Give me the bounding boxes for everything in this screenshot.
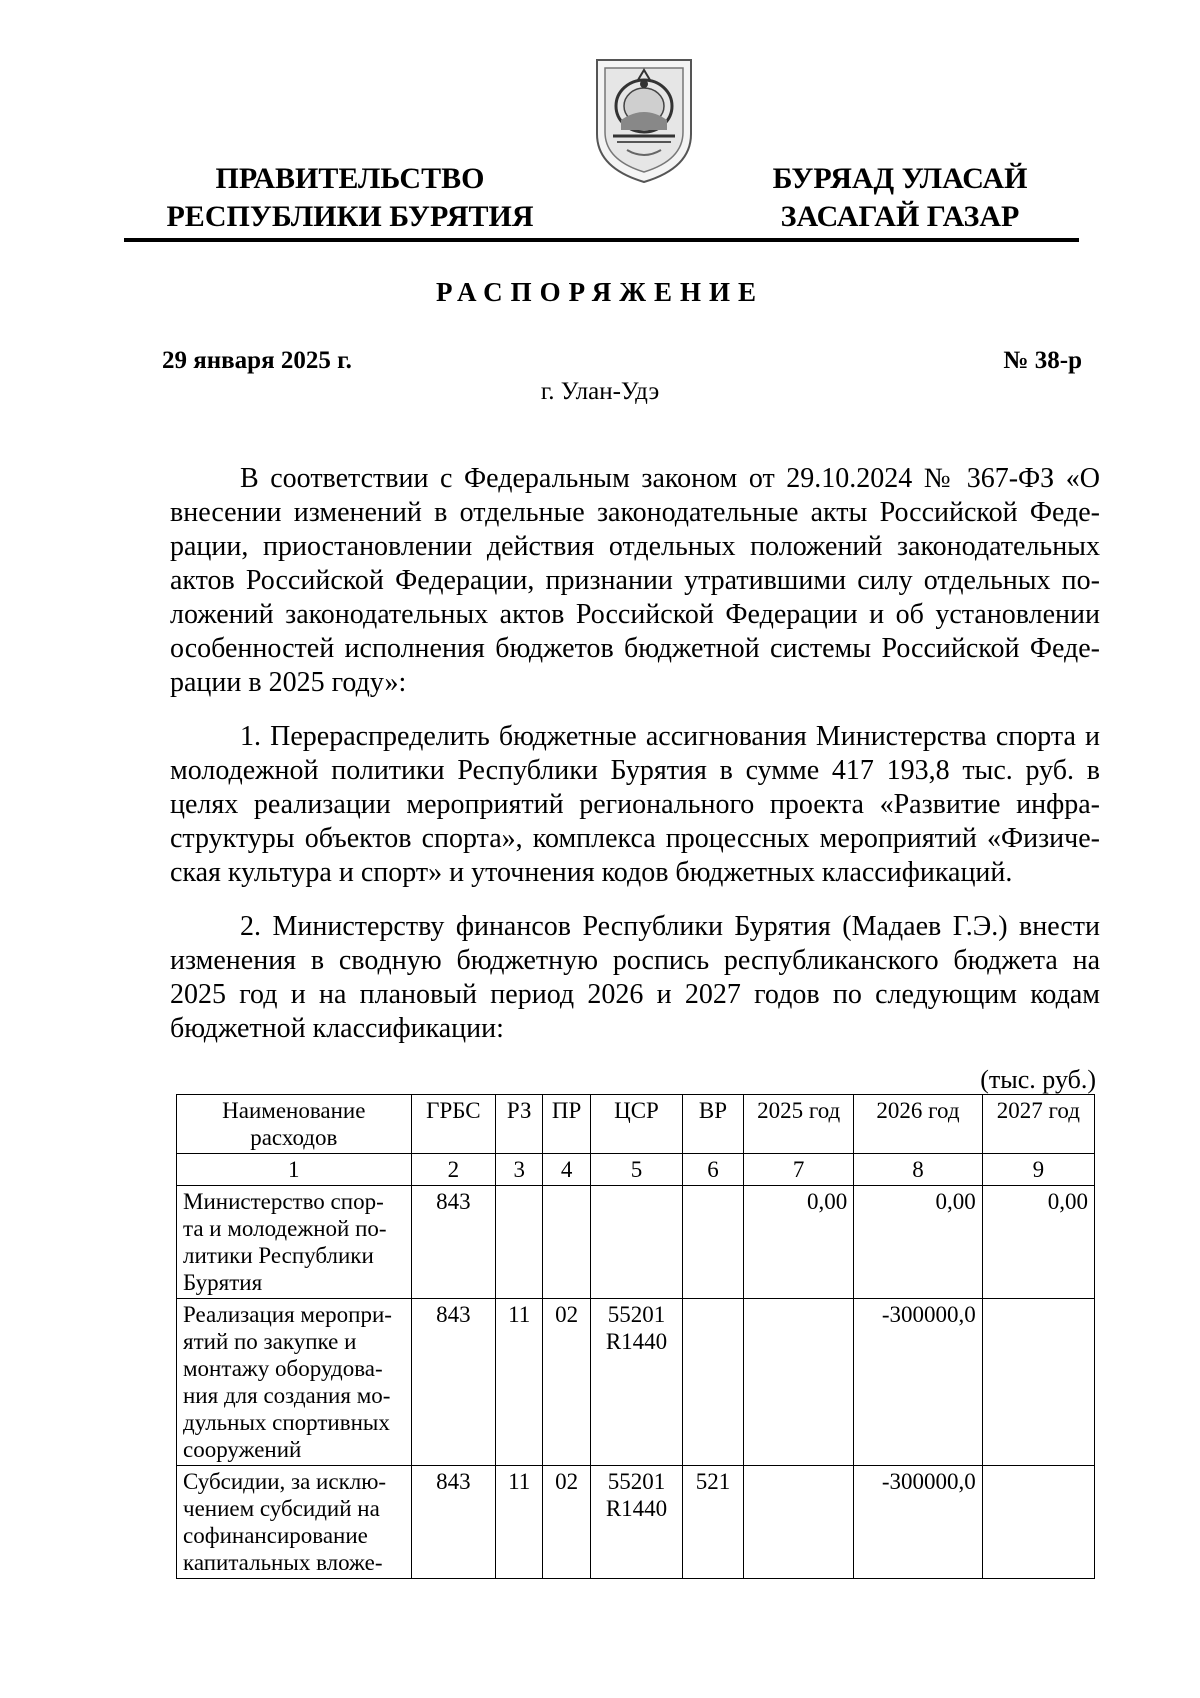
item-1-line: молодежной политики Республики Бурятия в сумме 417 193,8 тыс. руб. в [170,755,1100,786]
amount-2026-cell: -300000,0 [854,1299,983,1466]
csr-line: 55201 [607,1469,666,1494]
table-row [177,1186,1095,1299]
preamble-line: внесении изменений в отдельные законодательные акты Российской Феде- [170,497,1100,528]
preamble-line: В соответствии с Федеральным законом от 29.10.2024 № 367-ФЗ «О [240,463,1100,494]
amount-2026-cell: -300000,0 [854,1466,983,1579]
expense-name-line: сооружений [183,1437,302,1462]
expense-name-cell [177,1466,412,1579]
order-title: РАСПОРЯЖЕНИЕ [435,277,765,307]
grbs-cell: 843 [411,1466,496,1579]
unit-label: (тыс. руб.) [980,1065,1096,1094]
expense-name-line: литики Республики [183,1243,374,1268]
expense-name-line: та и молодежной по- [183,1216,387,1241]
coat-of-arms-icon [591,50,697,184]
amount-2025-cell: 0,00 [744,1186,854,1299]
header-right-line2: ЗАСАГАЙ ГАЗАР [780,200,1020,233]
column-number: 1 [177,1154,412,1186]
table-row [177,1466,1095,1579]
preamble-line: рации, приостановлении действия отдельных положений законодательных [170,531,1100,562]
vr-cell [682,1299,743,1466]
order-number: № 38-р [1003,347,1082,374]
preamble-line: рации в 2025 году»: [170,667,407,698]
order-city: г. Улан-Удэ [540,378,660,405]
expense-name-line: капитальных вложе- [183,1550,383,1575]
csr-cell [591,1186,683,1299]
item-1-line: целях реализации мероприятий регионального проекта «Развитие инфра- [170,789,1100,820]
order-date: 29 января 2025 г. [162,347,352,374]
rz-cell: 11 [496,1466,543,1579]
item-1-line: структуры объектов спорта», комплекса процессных мероприятий «Физиче- [170,823,1100,854]
item-1-line: ская культура и спорт» и уточнения кодов бюджетных классификаций. [170,857,1013,888]
header-left-line1: ПРАВИТЕЛЬСТВО [215,162,485,195]
rz-cell: 11 [496,1299,543,1466]
expense-name-line: Субсидии, за исклю- [183,1469,387,1494]
expense-name-line: чением субсидий на [183,1496,380,1521]
preamble-paragraph [170,462,1100,700]
expense-name-line: монтажу оборудова- [183,1356,383,1381]
amount-2026-cell: 0,00 [854,1186,983,1299]
header-right-line1: БУРЯАД УЛАСАЙ [772,162,1028,195]
government-name-ru [150,160,550,236]
column-header-grbs: ГРБС [411,1095,496,1154]
column-number: 5 [591,1154,683,1186]
column-number: 2 [411,1154,496,1186]
expense-name-line: Бурятия [183,1270,263,1295]
column-header-name-line: Наименование [222,1098,366,1123]
expense-name-cell [177,1186,412,1299]
expense-name-line: ния для создания мо- [183,1383,391,1408]
grbs-cell: 843 [411,1186,496,1299]
pr-cell: 02 [543,1466,591,1579]
column-header-2027: 2027 год [982,1095,1094,1154]
column-number: 8 [854,1154,983,1186]
preamble-line: актов Российской Федерации, признании утратившими силу отдельных по- [170,565,1100,596]
item-2-paragraph [170,910,1100,1046]
expense-name-line: Министерство спор- [183,1189,384,1214]
government-name-bua [730,160,1070,236]
column-number: 9 [982,1154,1094,1186]
item-1-paragraph [170,720,1100,890]
amount-2027-cell [982,1299,1094,1466]
csr-line: 55201 [607,1302,666,1327]
column-header-2025: 2025 год [744,1095,854,1154]
column-header-2026: 2026 год [854,1095,983,1154]
budget-table [176,1094,1095,1579]
column-header-rz: РЗ [496,1095,543,1154]
amount-2025-cell [744,1299,854,1466]
column-header-pr: ПР [543,1095,591,1154]
header-divider [124,238,1079,242]
expense-name-line: ятий по закупке и [183,1329,357,1354]
grbs-cell: 843 [411,1299,496,1466]
csr-line: R1440 [605,1496,668,1521]
column-number-row [177,1154,1095,1186]
item-2-line: 2025 год и на плановый период 2026 и 2027 годов по следующим кодам [170,979,1100,1010]
expense-name-line: дульных спортивных [183,1410,390,1435]
csr-cell [591,1299,683,1466]
item-2-line: 2. Министерству финансов Республики Бурятия (Мадаев Г.Э.) внести [240,911,1100,942]
column-header-name-line: расходов [250,1125,338,1150]
amount-2027-cell [982,1466,1094,1579]
item-2-line: бюджетной классификации: [170,1013,504,1044]
item-1-line: 1. Перераспределить бюджетные ассигнования Министерства спорта и [240,721,1100,752]
csr-cell [591,1466,683,1579]
preamble-line: ложений законодательных актов Российской Федерации и об установлении [170,599,1100,630]
pr-cell [543,1186,591,1299]
column-header-vr: ВР [682,1095,743,1154]
preamble-line: особенностей исполнения бюджетов бюджетной системы Российской Феде- [170,633,1100,664]
expense-name-line: Реализация меропри- [183,1302,392,1327]
table-row [177,1299,1095,1466]
csr-line: R1440 [605,1329,668,1354]
amount-2027-cell: 0,00 [982,1186,1094,1299]
rz-cell [496,1186,543,1299]
column-number: 3 [496,1154,543,1186]
item-2-line: изменения в сводную бюджетную роспись республиканского бюджета на [170,945,1100,976]
column-number: 7 [744,1154,854,1186]
header-left-line2: РЕСПУБЛИКИ БУРЯТИЯ [166,200,534,233]
table-header-row [177,1095,1095,1154]
vr-cell: 521 [682,1466,743,1579]
expense-name-line: софинансирование [183,1523,368,1548]
pr-cell: 02 [543,1299,591,1466]
vr-cell [682,1186,743,1299]
column-number: 6 [682,1154,743,1186]
column-number: 4 [543,1154,591,1186]
column-header-csr: ЦСР [591,1095,683,1154]
amount-2025-cell [744,1466,854,1579]
expense-name-cell [177,1299,412,1466]
column-header-name [177,1095,412,1154]
